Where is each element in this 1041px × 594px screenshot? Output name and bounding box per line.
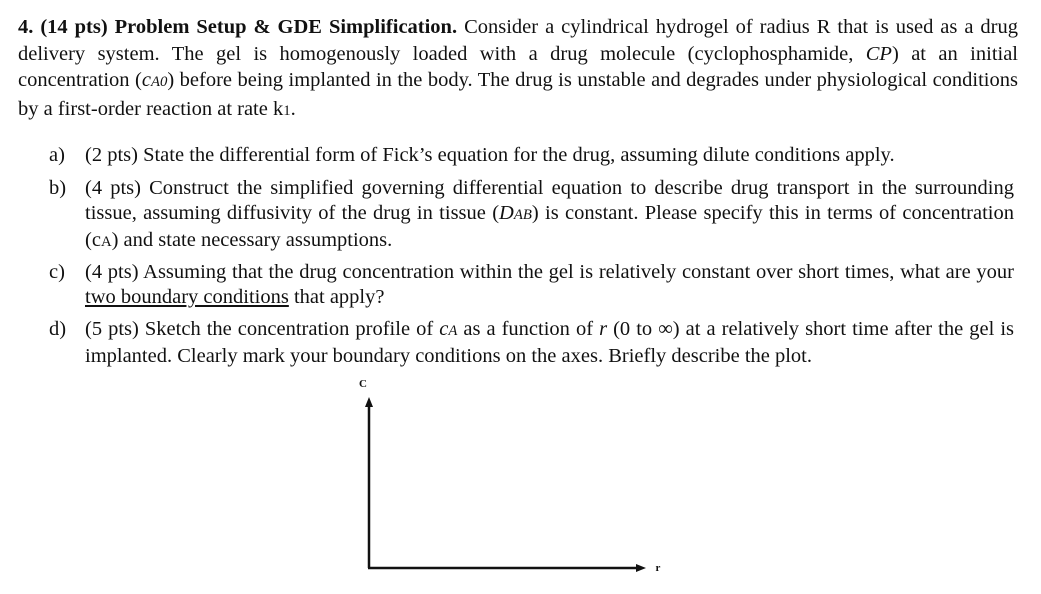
question-c — [49, 260, 1014, 310]
question-c-label: c) — [49, 261, 65, 283]
intro-text-2: ) at an initial concentration ( — [18, 42, 1019, 91]
x-axis-arrowhead — [636, 564, 646, 572]
x-axis-label: r — [655, 562, 661, 574]
question-d — [49, 317, 1014, 369]
ca0-symbol: cA0 — [141, 69, 168, 91]
question-d-label: d) — [49, 318, 67, 340]
question-a — [49, 143, 1014, 168]
concentration-plot-axes — [340, 370, 680, 585]
problem-heading: 4. (14 pts) Problem Setup & GDE Simplification. — [18, 16, 458, 38]
intro-text-1: Consider a cylindrical hydrogel of radius R that is used as a drug delivery system. The gel is homogenously loaded with a drug molecule (cyclophosphamide, — [18, 16, 1018, 65]
intro-text-3: ) before being implanted in the body. The drug is unstable and degrades under physiological conditions by a first-order reaction at rate k — [18, 69, 1018, 120]
question-a-label: a) — [49, 144, 65, 166]
question-b — [49, 176, 1014, 255]
r-symbol: r — [599, 318, 608, 340]
ca-subscript: A — [100, 234, 112, 250]
question-b-label: b) — [49, 177, 67, 199]
question-a-text: (2 pts) State the differential form of Fick’s equation for the drug, assuming dilute conditions apply. — [85, 144, 895, 166]
underlined-boundary-conditions: two boundary conditions — [85, 286, 289, 308]
y-axis-arrowhead — [365, 397, 373, 407]
y-axis-label: C — [359, 378, 367, 390]
k-subscript: 1 — [283, 102, 291, 119]
cp-abbrev: CP — [865, 42, 892, 65]
question-c-text: (4 pts) Assuming that the drug concentration within the gel is relatively constant over short times, what are your two boundary conditions that apply? — [85, 261, 1014, 308]
dab-symbol: DAB — [499, 202, 532, 224]
question-d-text: (5 pts) Sketch the concentration profile of cA as a function of r (0 to ∞) at a relatively short time after the gel is implanted. Clearly mark your boundary conditions on the axes. Briefly describe the plot. — [85, 318, 1014, 367]
question-b-text: (4 pts) Construct the simplified governing differential equation to describe drug transport in the surrounding tissue, assuming diffusivity of the drug in tissue (DAB) is constant. Please specify this in terms of concentration (cA) and state necessary assumptions. — [85, 177, 1014, 251]
ca-symbol: cA — [439, 318, 458, 340]
problem-intro: 4. (14 pts) Problem Setup & GDE Simplification. Consider a cylindrical hydrogel of radius R that is used as a drug delivery system. The gel is homogenously loaded with a drug molecule (cyclophosphamide, CP) at an initial concentration (cA0) before being implanted in the body. The drug is unstable and degrades under physiological conditions by a first-order reaction at rate k1. — [18, 16, 1019, 120]
